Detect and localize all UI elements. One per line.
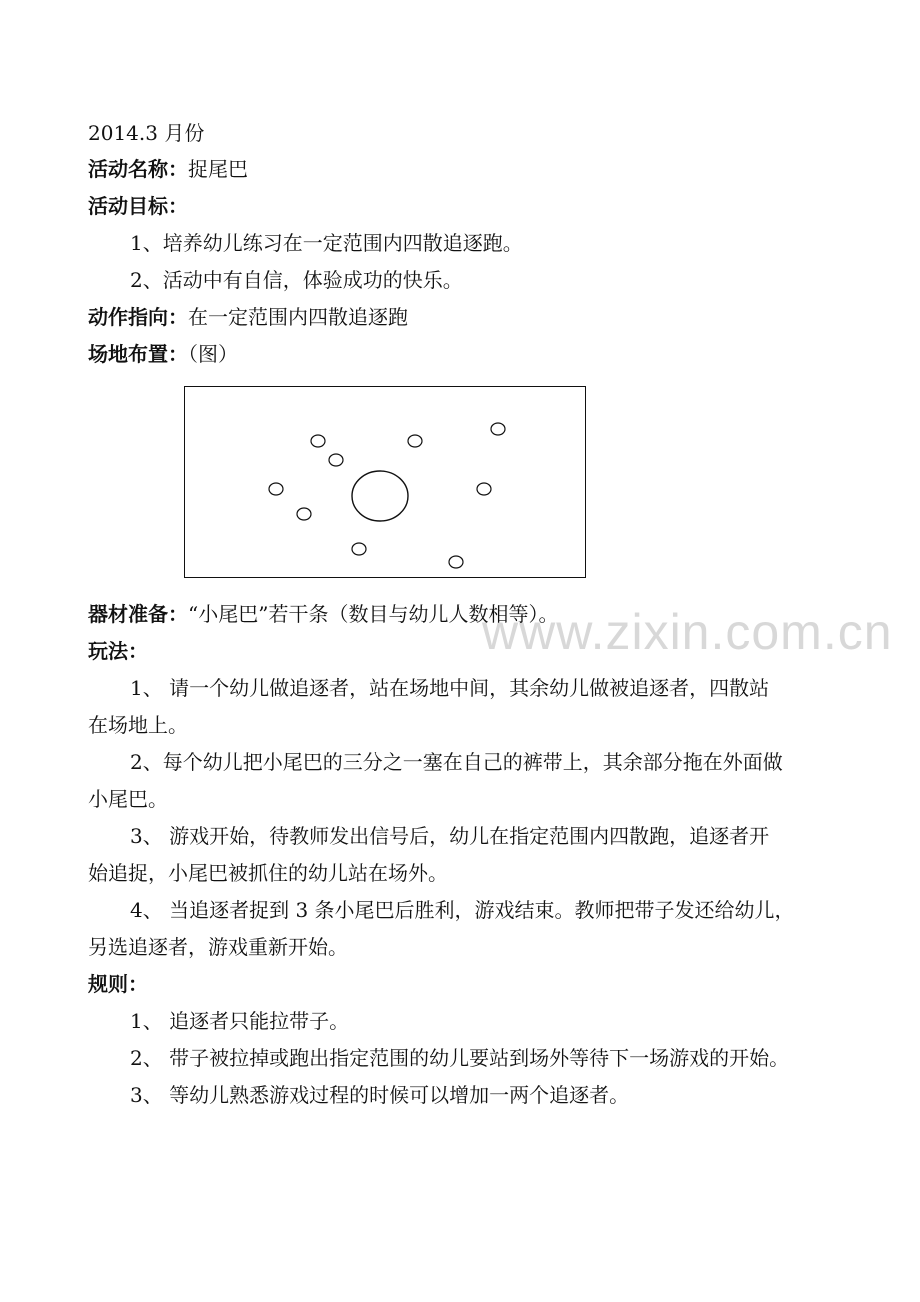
child-circle: [408, 435, 422, 447]
child-circle: [297, 508, 311, 520]
play-item-3-line1: 3、 游戏开始，待教师发出信号后，幼儿在指定范围内四散跑，追逐者开: [130, 824, 770, 848]
center-circle: [352, 471, 408, 521]
materials-line: [88, 601, 558, 627]
child-circle: [352, 543, 366, 555]
child-circle: [449, 556, 463, 568]
rule-item-3: 3、 等幼儿熟悉游戏过程的时候可以增加一两个追逐者。: [130, 1083, 630, 1107]
play-label: 玩法：: [88, 639, 148, 663]
materials-label: 器材准备：: [88, 602, 188, 626]
play-item-1-line1: 1、 请一个幼儿做追逐者，站在场地中间，其余幼儿做被追逐者，四散站: [130, 676, 770, 700]
watermark: www.zixin.com.cn: [482, 604, 893, 660]
child-circle: [329, 454, 343, 466]
play-item-1-line2: 在场地上。: [88, 713, 188, 737]
action-line: [88, 304, 408, 330]
venue-diagram: [184, 386, 586, 578]
activity-name-label: 活动名称：: [88, 157, 188, 181]
venue-value: （图）: [188, 342, 238, 366]
materials-value: “小尾巴”若干条（数目与幼儿人数相等）。: [188, 602, 559, 626]
action-label: 动作指向：: [88, 305, 188, 329]
goal-item-2: 2、活动中有自信，体验成功的快乐。: [130, 268, 463, 292]
play-item-4-line2: 另选追逐者，游戏重新开始。: [88, 935, 348, 959]
play-item-2-line1: 2、每个幼儿把小尾巴的三分之一塞在自己的裤带上，其余部分拖在外面做: [130, 750, 783, 774]
rule-item-2: 2、 带子被拉掉或跑出指定范围的幼儿要站到场外等待下一场游戏的开始。: [130, 1046, 790, 1070]
venue-label: 场地布置：: [88, 342, 188, 366]
play-item-4-line1: 4、 当追逐者捉到 3 条小尾巴后胜利，游戏结束。教师把带子发还给幼儿，: [130, 898, 795, 922]
activity-name-line: [88, 156, 248, 182]
child-circle: [477, 483, 491, 495]
goals-label: 活动目标：: [88, 194, 188, 218]
activity-name-value: 捉尾巴: [188, 157, 248, 181]
child-circle: [269, 483, 283, 495]
play-item-3-line2: 始追捉，小尾巴被抓住的幼儿站在场外。: [88, 861, 448, 885]
goal-item-1: 1、培养幼儿练习在一定范围内四散追逐跑。: [130, 231, 523, 255]
play-item-2-line2: 小尾巴。: [88, 787, 168, 811]
date-line: 2014.3 月份: [88, 121, 205, 145]
child-circle: [491, 423, 505, 435]
action-value: 在一定范围内四散追逐跑: [188, 305, 408, 329]
venue-diagram-svg: [185, 387, 587, 579]
rule-item-1: 1、 追逐者只能拉带子。: [130, 1009, 350, 1033]
child-circle: [311, 435, 325, 447]
rules-label: 规则：: [88, 972, 148, 996]
venue-line: [88, 341, 238, 367]
